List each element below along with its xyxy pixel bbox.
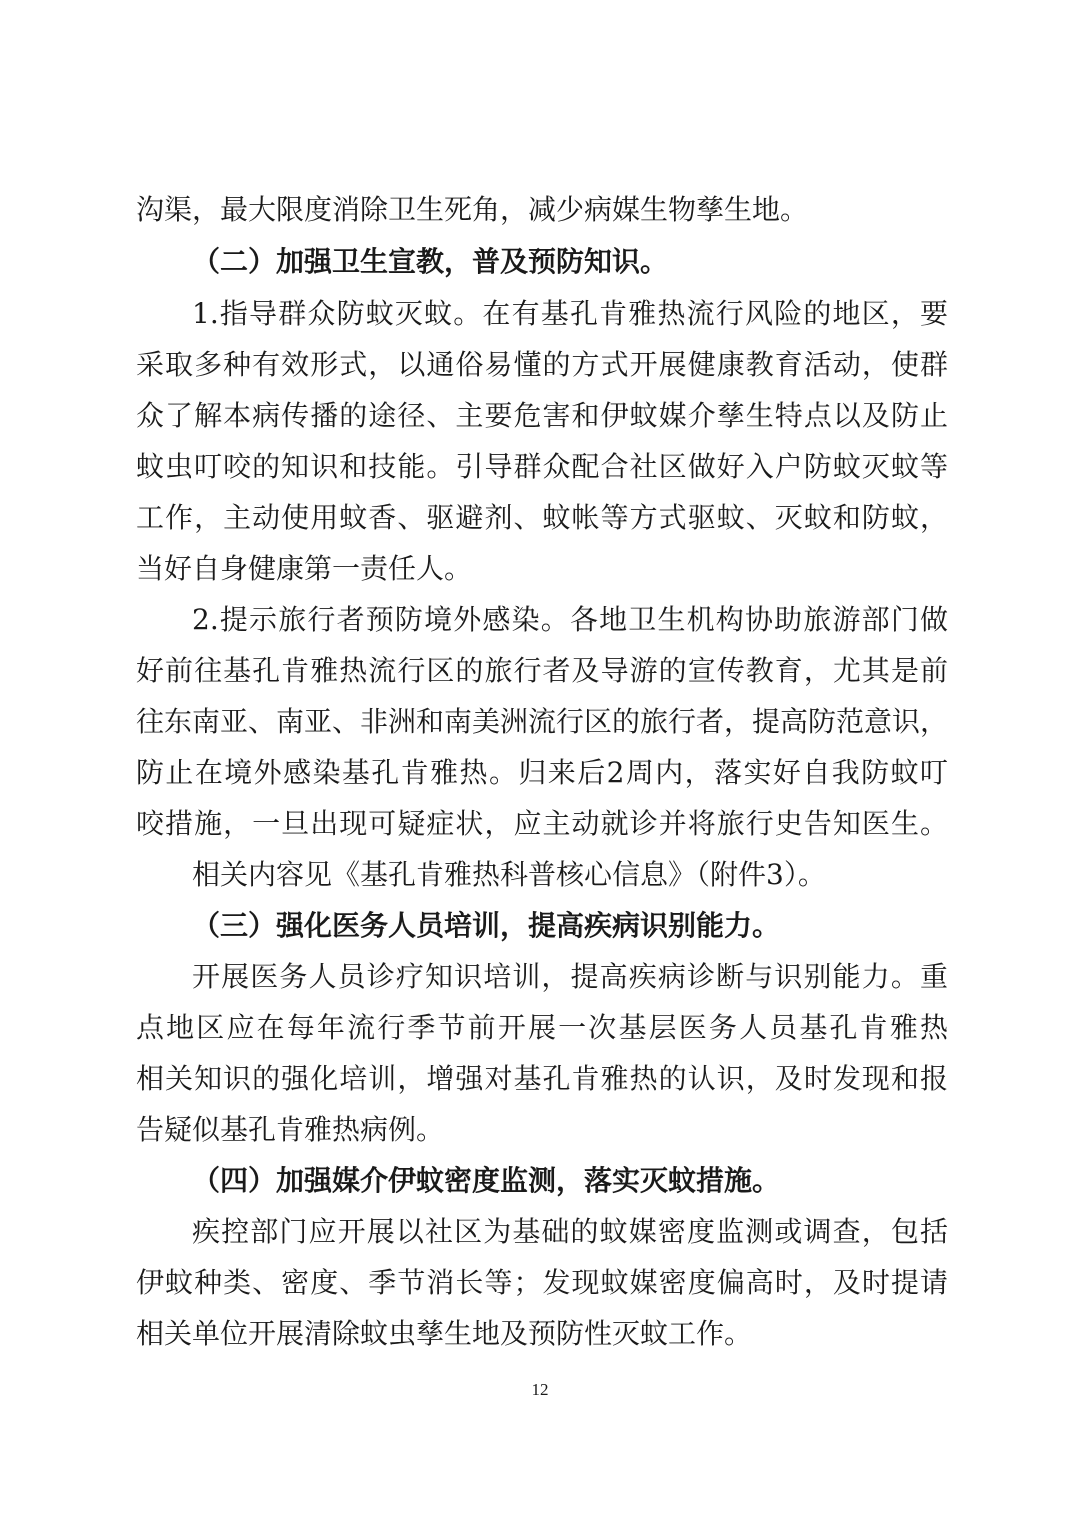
paragraph-line: 咬措施，一旦出现可疑症状，应主动就诊并将旅行史告知医生。 [136, 807, 948, 840]
paragraph-line: 往东南亚、南亚、非洲和南美洲流行区的旅行者，提高防范意识， [136, 705, 948, 738]
paragraph-line: 相关知识的强化培训，增强对基孔肯雅热的认识，及时发现和报 [136, 1062, 948, 1095]
paragraph-line: 2.提示旅行者预防境外感染。各地卫生机构协助旅游部门做 [192, 603, 948, 636]
paragraph-line: 工作，主动使用蚊香、驱避剂、蚊帐等方式驱蚊、灭蚊和防蚊， [136, 501, 948, 534]
section-heading: （三）强化医务人员培训，提高疾病识别能力。 [192, 909, 781, 942]
paragraph-line: 防止在境外感染基孔肯雅热。归来后2周内，落实好自我防蚊叮 [136, 756, 948, 789]
section-heading: （二）加强卫生宣教，普及预防知识。 [192, 245, 669, 278]
paragraph-line: 告疑似基孔肯雅热病例。 [136, 1113, 445, 1146]
paragraph-line: 1.指导群众防蚊灭蚊。在有基孔肯雅热流行风险的地区，要 [192, 297, 948, 330]
paragraph-line: 疾控部门应开展以社区为基础的蚊媒密度监测或调查，包括 [192, 1215, 948, 1248]
paragraph-line: 好前往基孔肯雅热流行区的旅行者及导游的宣传教育，尤其是前 [136, 654, 948, 687]
page-number: 12 [531, 1380, 549, 1399]
paragraph-line: 点地区应在每年流行季节前开展一次基层医务人员基孔肯雅热 [136, 1011, 948, 1044]
paragraph-line: 开展医务人员诊疗知识培训，提高疾病诊断与识别能力。重 [192, 960, 948, 993]
paragraph-line: 众了解本病传播的途径、主要危害和伊蚊媒介孳生特点以及防止 [136, 399, 948, 432]
paragraph-line: 相关单位开展清除蚊虫孳生地及预防性灭蚊工作。 [136, 1317, 753, 1350]
paragraph-line: 相关内容见《基孔肯雅热科普核心信息》（附件3）。 [192, 858, 826, 891]
paragraph-line: 蚊虫叮咬的知识和技能。引导群众配合社区做好入户防蚊灭蚊等 [136, 450, 948, 483]
paragraph-line: 沟渠，最大限度消除卫生死角，减少病媒生物孳生地。 [136, 193, 809, 226]
paragraph-line: 采取多种有效形式，以通俗易懂的方式开展健康教育活动，使群 [136, 348, 948, 381]
section-heading: （四）加强媒介伊蚊密度监测，落实灭蚊措施。 [192, 1164, 781, 1197]
paragraph-line: 伊蚊种类、密度、季节消长等；发现蚊媒密度偏高时，及时提请 [136, 1266, 948, 1299]
paragraph-line: 当好自身健康第一责任人。 [136, 552, 473, 585]
